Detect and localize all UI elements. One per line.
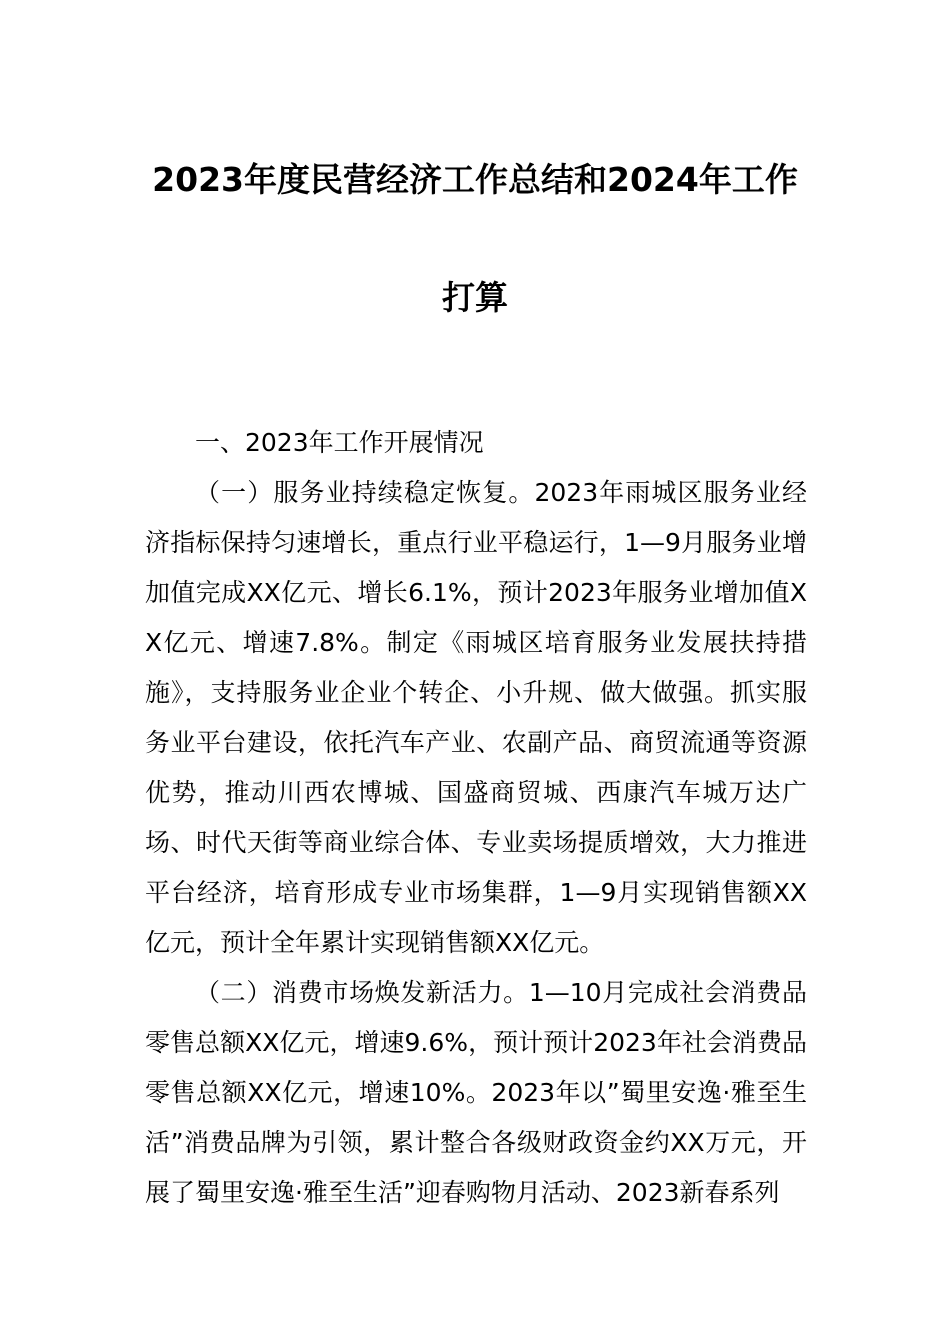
document-title-line-1: 2023年度民营经济工作总结和2024年工作 <box>152 160 798 199</box>
paragraph-consumer-market: （二）消费市场焕发新活力。1—10月完成社会消费品零售总额XX亿元，增速9.6%，预计预计2023年社会消费品零售总额XX亿元，增速10%。2023年以”蜀里安逸·雅至生活”消费品牌为引领，累计整合各级财政资金约XX万元，开展了蜀里安逸·雅至生活”迎春购物月活动、2023新春系列 <box>145 978 807 1207</box>
paragraph-service-industry: （一）服务业持续稳定恢复。2023年雨城区服务业经济指标保持匀速增长，重点行业平稳运行，1—9月服务业增加值完成XX亿元、增长6.1%，预计2023年服务业增加值XX亿元、增速7.8%。制定《雨城区培育服务业发展扶持措施》，支持服务业企业个转企、小升规、做大做强。抓实服务业平台建设，依托汽车产业、农副产品、商贸流通等资源优势，推动川西农博城、国盛商贸城、西康汽车城万达广场、时代天街等商业综合体、专业卖场提质增效，大力推进平台经济，培育形成专业市场集群，1—9月实现销售额XX亿元，预计全年累计实现销售额XX亿元。 <box>145 478 807 957</box>
document-title-line-2: 打算 <box>442 278 508 317</box>
section-heading: 一、2023年工作开展情况 <box>195 428 484 457</box>
document-body <box>145 418 807 1218</box>
